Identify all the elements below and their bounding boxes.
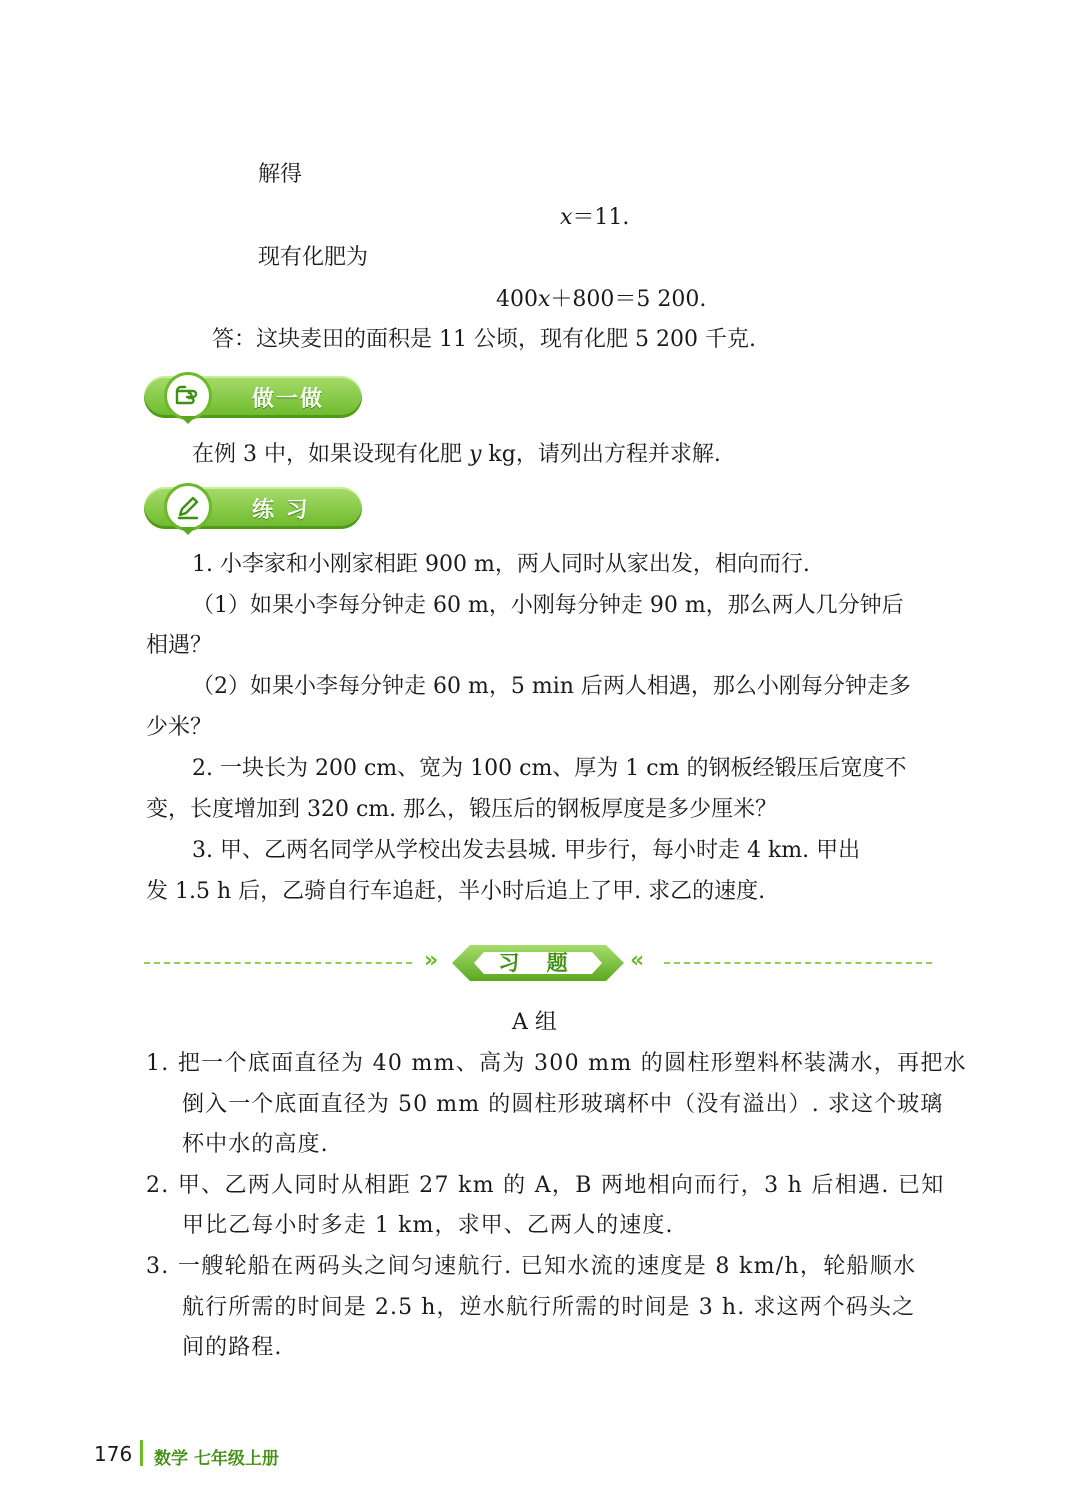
page-number: 176 bbox=[94, 1442, 133, 1466]
lianxi-line: 发 1.5 h 后，乙骑自行车追赶，半小时后追上了甲. 求乙的速度. bbox=[146, 879, 766, 904]
zuoyizuo-variable: y bbox=[468, 442, 482, 467]
xiti-line: 航行所需的时间是 2.5 h，逆水航行所需的时间是 3 h. 求这两个码头之 bbox=[182, 1295, 916, 1320]
eq2-rest: ＋800＝5 200. bbox=[550, 287, 707, 312]
lianxi-line: 相遇？ bbox=[146, 633, 213, 658]
zuoyizuo-text bbox=[192, 437, 721, 468]
solution-answer: 答：这块麦田的面积是 11 公顷，现有化肥 5 200 千克. bbox=[212, 327, 756, 352]
equation-fertilizer bbox=[496, 282, 706, 313]
equation-x-equals-11 bbox=[560, 200, 629, 231]
lianxi-line: 1. 小李家和小刚家相距 900 m，两人同时从家出发，相向而行. bbox=[192, 552, 810, 577]
eq1-rest: ＝11. bbox=[572, 205, 630, 230]
xiti-badge bbox=[452, 943, 624, 983]
lianxi-banner bbox=[144, 487, 362, 529]
chevrons-left-icon: « bbox=[630, 948, 645, 973]
chevrons-right-icon: » bbox=[424, 948, 439, 973]
pencil-icon bbox=[164, 483, 212, 531]
solution-xianyou: 现有化肥为 bbox=[258, 245, 369, 270]
xiti-line: 间的路程. bbox=[182, 1335, 283, 1360]
divider-left bbox=[144, 962, 412, 964]
lianxi-line: 少米？ bbox=[146, 715, 213, 740]
xiti-line: 杯中水的高度. bbox=[182, 1132, 329, 1157]
zuoyizuo-banner bbox=[144, 376, 362, 418]
xiti-line: 倒入一个底面直径为 50 mm 的圆柱形玻璃杯中（没有溢出）. 求这个玻璃 bbox=[182, 1092, 944, 1117]
eq2-prefix: 400 bbox=[496, 287, 538, 312]
lianxi-line: 2. 一块长为 200 cm、宽为 100 cm、厚为 1 cm 的钢板经锻压后宽度不 bbox=[192, 756, 907, 781]
xiti-label: 习 题 bbox=[498, 951, 578, 975]
xiti-line: 3. 一艘轮船在两码头之间匀速航行. 已知水流的速度是 8 km/h，轮船顺水 bbox=[146, 1254, 917, 1279]
lianxi-line: （1）如果小李每分钟走 60 m，小刚每分钟走 90 m，那么两人几分钟后 bbox=[192, 593, 904, 618]
lianxi-line: 变，长度增加到 320 cm. 那么，锻压后的钢板厚度是多少厘米？ bbox=[146, 797, 778, 822]
xiti-line: 2. 甲、乙两人同时从相距 27 km 的 A，B 两地相向而行，3 h 后相遇. 已知 bbox=[146, 1173, 945, 1198]
zuoyizuo-text-post: kg，请列出方程并求解. bbox=[481, 442, 721, 467]
banner-tail bbox=[180, 527, 196, 535]
hand-pointing-icon bbox=[164, 372, 212, 420]
group-a-heading: A 组 bbox=[512, 1010, 557, 1035]
banner-tail bbox=[180, 416, 196, 424]
eq2-variable: x bbox=[538, 287, 551, 312]
zuoyizuo-label: 做一做 bbox=[252, 387, 325, 412]
solution-jiede: 解得 bbox=[258, 162, 303, 187]
eq1-variable: x bbox=[560, 205, 573, 230]
zuoyizuo-text-pre: 在例 3 中，如果设现有化肥 bbox=[192, 442, 469, 467]
xiti-line: 1. 把一个底面直径为 40 mm、高为 300 mm 的圆柱形塑料杯装满水，再把水 bbox=[146, 1051, 967, 1076]
lianxi-line: （2）如果小李每分钟走 60 m，5 min 后两人相遇，那么小刚每分钟走多 bbox=[192, 674, 911, 699]
book-title: 数学 七年级上册 bbox=[154, 1449, 279, 1469]
lianxi-line: 3. 甲、乙两名同学从学校出发去县城. 甲步行，每小时走 4 km. 甲出 bbox=[192, 838, 861, 863]
xiti-line: 甲比乙每小时多走 1 km，求甲、乙两人的速度. bbox=[182, 1213, 674, 1238]
divider-right bbox=[664, 962, 932, 964]
footer-divider bbox=[140, 1440, 143, 1466]
lianxi-label: 练 习 bbox=[252, 498, 310, 523]
